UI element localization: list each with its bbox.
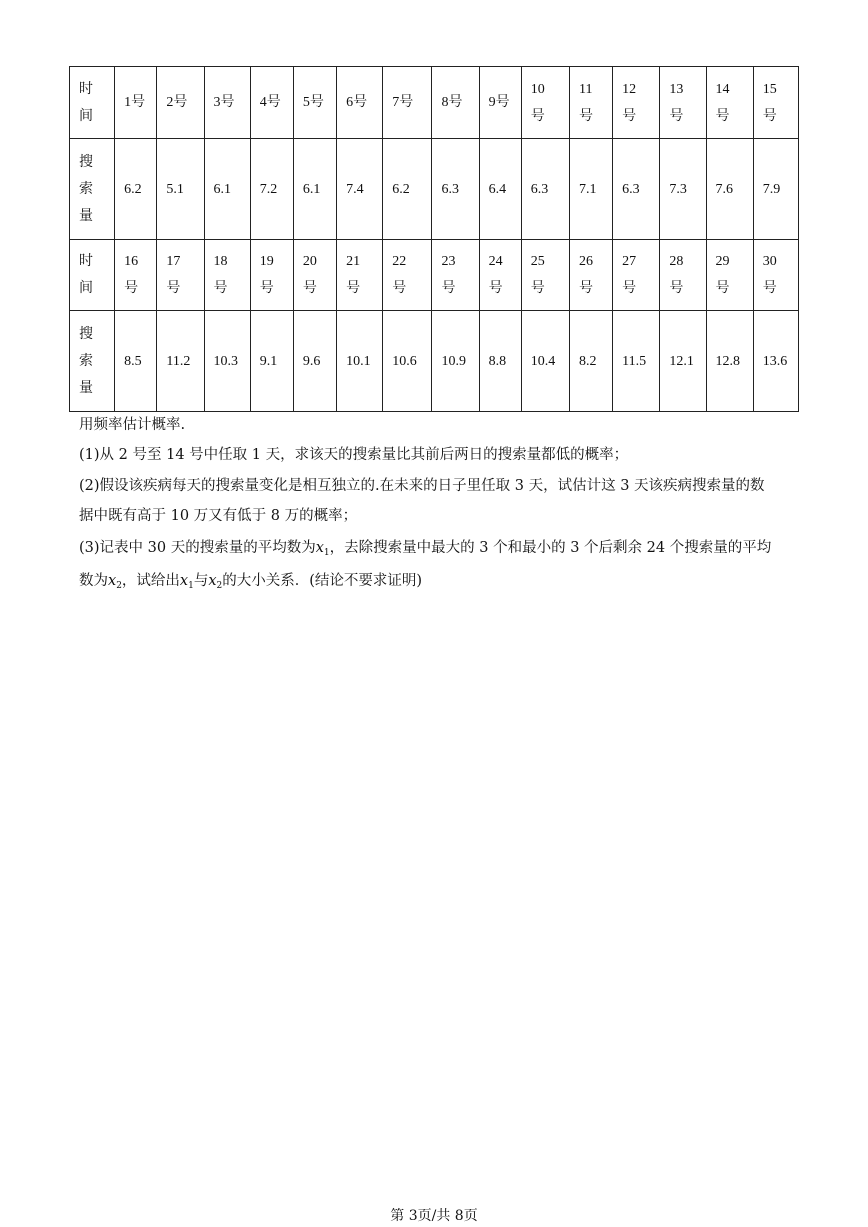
question-3-line-1: (3)记表中 30 天的搜索量的平均数为$x_1$，去除搜索量中最大的 3 个和最小的 3 个后剩余 24 个搜索量的平均 (79, 540, 772, 558)
var-x2: $x_2$ (208, 573, 223, 591)
day-cell: 17 号 (157, 240, 204, 311)
day-cell: 14 号 (706, 67, 753, 139)
search-value-cell: 6.3 (613, 139, 660, 240)
search-value-cell: 10.1 (337, 311, 383, 412)
day-cell: 26 号 (569, 240, 612, 311)
day-cell: 11 号 (569, 67, 612, 139)
day-cell: 5号 (293, 67, 336, 139)
day-cell: 4号 (250, 67, 293, 139)
search-value-cell: 10.4 (521, 311, 569, 412)
search-value-cell: 10.3 (204, 311, 250, 412)
search-value-cell: 7.1 (569, 139, 612, 240)
page-footer: 第 3页/共 8页 (390, 1208, 478, 1224)
search-value-cell: 6.1 (293, 139, 336, 240)
day-cell: 19 号 (250, 240, 293, 311)
day-cell: 12 号 (613, 67, 660, 139)
time-header-cell: 时 间 (70, 240, 115, 311)
day-cell: 27 号 (613, 240, 660, 311)
search-value-cell: 6.1 (204, 139, 250, 240)
search-value-cell: 10.9 (432, 311, 479, 412)
day-cell: 25 号 (521, 240, 569, 311)
day-cell: 18 号 (204, 240, 250, 311)
day-cell: 29 号 (706, 240, 753, 311)
search-value-cell: 12.8 (706, 311, 753, 412)
day-cell: 30 号 (753, 240, 798, 311)
day-cell: 1号 (115, 67, 157, 139)
search-value-cell: 12.1 (660, 311, 706, 412)
day-cell: 9号 (479, 67, 521, 139)
time-header-cell: 时 间 (70, 67, 115, 139)
table-row (70, 311, 799, 412)
search-value-cell: 7.9 (753, 139, 798, 240)
search-value-cell: 7.3 (660, 139, 706, 240)
search-value-cell: 7.2 (250, 139, 293, 240)
day-cell: 20 号 (293, 240, 336, 311)
search-value-cell: 11.2 (157, 311, 204, 412)
day-cell: 8号 (432, 67, 479, 139)
search-value-cell: 8.2 (569, 311, 612, 412)
search-volume-header-cell: 搜 索 量 (70, 139, 115, 240)
table-row (70, 67, 799, 139)
day-cell: 28 号 (660, 240, 706, 311)
day-cell: 13 号 (660, 67, 706, 139)
search-value-cell: 10.6 (383, 311, 432, 412)
question-3-line-2: 数为$x_2$，试给出$x_1$与$x_2$的大小关系．(结论不要求证明) (79, 573, 423, 591)
search-value-cell: 6.4 (479, 139, 521, 240)
var-x1: $x_1$ (315, 540, 330, 558)
search-value-cell: 13.6 (753, 311, 798, 412)
day-cell: 16 号 (115, 240, 157, 311)
table-row (70, 240, 799, 311)
question-1: (1)从 2 号至 14 号中任取 1 天，求该天的搜索量比其前后两日的搜索量都低的概率； (79, 447, 629, 463)
search-value-cell: 5.1 (157, 139, 204, 240)
table-row (70, 139, 799, 240)
day-cell: 7号 (383, 67, 432, 139)
day-cell: 3号 (204, 67, 250, 139)
search-value-cell: 6.2 (383, 139, 432, 240)
var-x2: $x_2$ (108, 573, 122, 591)
day-cell: 21 号 (337, 240, 383, 311)
day-cell: 22 号 (383, 240, 432, 311)
search-value-cell: 6.3 (521, 139, 569, 240)
search-value-cell: 6.2 (115, 139, 157, 240)
var-x1: $x_1$ (179, 573, 194, 591)
search-value-cell: 7.4 (337, 139, 383, 240)
search-value-cell: 8.8 (479, 311, 521, 412)
search-value-cell: 8.5 (115, 311, 157, 412)
day-cell: 10 号 (521, 67, 569, 139)
search-value-cell: 11.5 (613, 311, 660, 412)
search-volume-header-cell: 搜 索 量 (70, 311, 115, 412)
question-2-line-2: 据中既有高于 10 万又有低于 8 万的概率； (79, 508, 358, 524)
search-volume-table (69, 66, 799, 412)
day-cell: 2号 (157, 67, 204, 139)
search-value-cell: 9.1 (250, 311, 293, 412)
question-2-line-1: (2)假设该疾病每天的搜索量变化是相互独立的.在未来的日子里任取 3 天，试估计这 3 天该疾病搜索量的数 (79, 478, 765, 494)
search-value-cell: 6.3 (432, 139, 479, 240)
frequency-note: 用频率估计概率. (79, 417, 186, 433)
day-cell: 23 号 (432, 240, 479, 311)
day-cell: 15 号 (753, 67, 798, 139)
day-cell: 6号 (337, 67, 383, 139)
search-value-cell: 9.6 (293, 311, 336, 412)
search-value-cell: 7.6 (706, 139, 753, 240)
day-cell: 24 号 (479, 240, 521, 311)
